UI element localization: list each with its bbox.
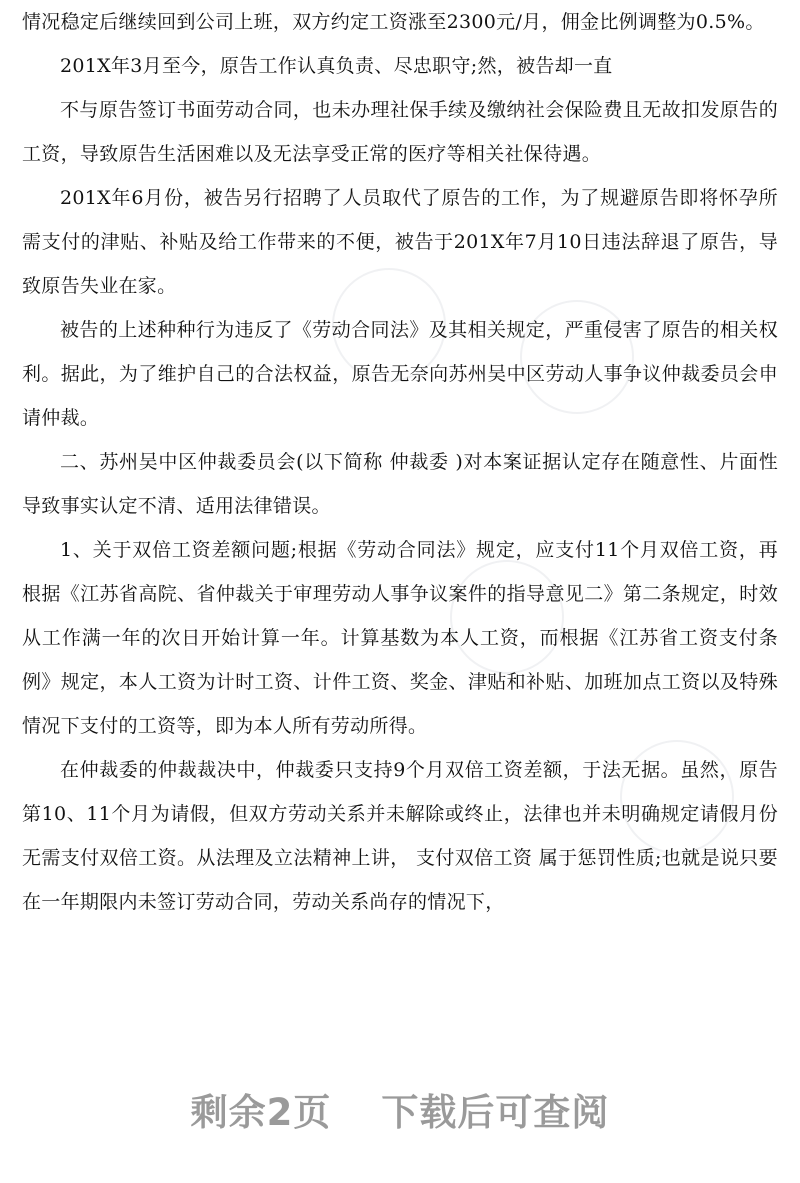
document-body [22,0,778,924]
download-hint-label: 下载后可查阅 [381,1091,610,1134]
download-banner[interactable] [0,1082,800,1136]
paragraph: 情况稳定后继续回到公司上班，双方约定工资涨至2300元/月，佣金比例调整为0.5%。 [22,11,765,33]
paragraph: 被告的上述种种行为违反了《劳动合同法》及其相关规定，严重侵害了原告的相关权利。据此，为了维护自己的合法权益，原告无奈向苏州吴中区劳动人事争议仲裁委员会申请仲裁。 [22,319,778,429]
paragraph: 1、关于双倍工资差额问题;根据《劳动合同法》规定，应支付11个月双倍工资，再根据《江苏省高院、省仲裁关于审理劳动人事争议案件的指导意见二》第二条规定，时效从工作满一年的次日开始计算一年。计算基数为本人工资，而根据《江苏省工资支付条例》规定，本人工资为计时工资、计件工资、奖金、津贴和补贴、加班加点工资以及特殊情况下支付的工资等，即为本人所有劳动所得。 [22,539,778,737]
remaining-pages-label: 剩余2页 [190,1091,332,1134]
paragraph: 在仲裁委的仲裁裁决中，仲裁委只支持9个月双倍工资差额，于法无据。虽然，原告第10、11个月为请假，但双方劳动关系并未解除或终止，法律也并未明确规定请假月份无需支付双倍工资。从法理及立法精神上讲， 支付双倍工资 属于惩罚性质;也就是说只要在一年期限内未签订劳动合同，劳动关系尚存的情况下， [22,759,778,913]
paragraph: 201X年3月至今，原告工作认真负责、尽忠职守;然，被告却一直 [60,55,613,77]
paragraph: 不与原告签订书面劳动合同，也未办理社保手续及缴纳社会保险费且无故扣发原告的工资，导致原告生活困难以及无法享受正常的医疗等相关社保待遇。 [22,99,778,165]
paragraph: 二、苏州吴中区仲裁委员会(以下简称 仲裁委 )对本案证据认定存在随意性、片面性导致事实认定不清、适用法律错误。 [22,451,778,517]
paragraph: 201X年6月份，被告另行招聘了人员取代了原告的工作，为了规避原告即将怀孕所需支付的津贴、补贴及给工作带来的不便，被告于201X年7月10日违法辞退了原告，导致原告失业在家。 [22,187,778,297]
